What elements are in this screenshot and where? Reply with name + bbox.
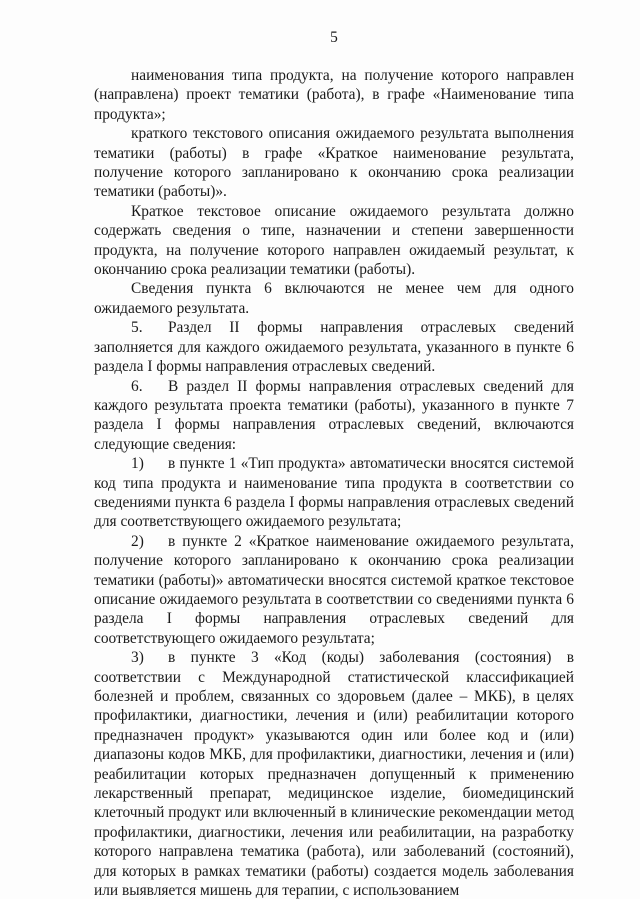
subclause-number: 3) — [131, 649, 144, 667]
paragraph-3 — [94, 202, 574, 280]
subclause-1 — [94, 454, 574, 532]
subclause-text: в пункте 2 «Краткое наименование ожидаемого результата, получение которого запланировано к окончанию срока реализации тематики (работы)» автоматически вносятся системой краткое текстовое описание ожидаемого результата в соответствии со сведениями пункта 6 раздела I формы направления отраслевых сведений для соответствующего ожидаемого результата; — [94, 532, 574, 647]
paragraph-text: Краткое текстовое описание ожидаемого результата должно содержать сведения о типе, назначении и степени завершенности продукта, на получение которого направлен ожидаемый результат, к окончанию срока реализации тематики (работы). — [94, 202, 574, 279]
paragraph-text: наименования типа продукта, на получение которого направлен (направлена) проект тематики (работа), в графе «Наименование типа продукта»; — [94, 67, 574, 123]
paragraph-text: Сведения пункта 6 включаются не менее чем для одного ожидаемого результата. — [94, 280, 574, 317]
subclause-number: 1) — [131, 455, 144, 473]
paragraph-2 — [94, 124, 574, 202]
clause-text: Раздел II формы направления отраслевых сведений заполняется для каждого ожидаемого результата, указанного в пункте 6 раздела I формы направления отраслевых сведений. — [94, 319, 574, 376]
paragraph-text: краткого текстового описания ожидаемого результата выполнения тематики (работы) в графе «Краткое наименование результата, получение которого запланировано к окончанию срока реализации тематики (работы)». — [94, 125, 574, 201]
clause-number: 6. — [131, 377, 143, 395]
subclause-3 — [94, 648, 574, 900]
subclause-text: в пункте 1 «Тип продукта» автоматически вносятся системой код типа продукта и наименование типа продукта в соответствии со сведениями пункта 6 раздела I формы направления отраслевых сведений для соответствующего ожидаемого результата; — [94, 455, 574, 531]
subclause-2 — [94, 532, 574, 648]
clause-text: В раздел II формы направления отраслевых сведений для каждого результата проекта тематики (работы), указанного в пункте 7 раздела I формы направления отраслевых сведений, включаются следующие сведения: — [94, 377, 574, 453]
page-number: 5 — [330, 29, 338, 46]
subclause-text: в пункте 3 «Код (коды) заболевания (состояния) в соответствии с Международной статистической классификацией болезней и проблем, связанных со здоровьем (далее – МКБ), в целях профилактики, диагностики, лечения и (или) реабилитации которого предназначен продукт» указываются один или более код и (или) диапазоны кодов МКБ, для профилактики, диагностики, лечения и (или) реабилитации которых предназначен допущенный к применению лекарственный препарат, медицинское изделие, биомедицинский клеточный продукт или включенный в клинические рекомендации метод профилактики, диагностики, лечения или реабилитации, на разработку которого направлена тематика (работа), или заболеваний (состояний), для которых в рамках тематики (работы) создается модель заболевания или выявляется мишень для терапии, с использованием — [94, 649, 574, 900]
paragraph-4 — [94, 279, 574, 318]
clause-number: 5. — [131, 319, 143, 337]
clause-5 — [94, 318, 574, 376]
clause-6 — [94, 377, 574, 455]
subclause-number: 2) — [131, 532, 144, 550]
paragraph-1 — [94, 66, 574, 124]
